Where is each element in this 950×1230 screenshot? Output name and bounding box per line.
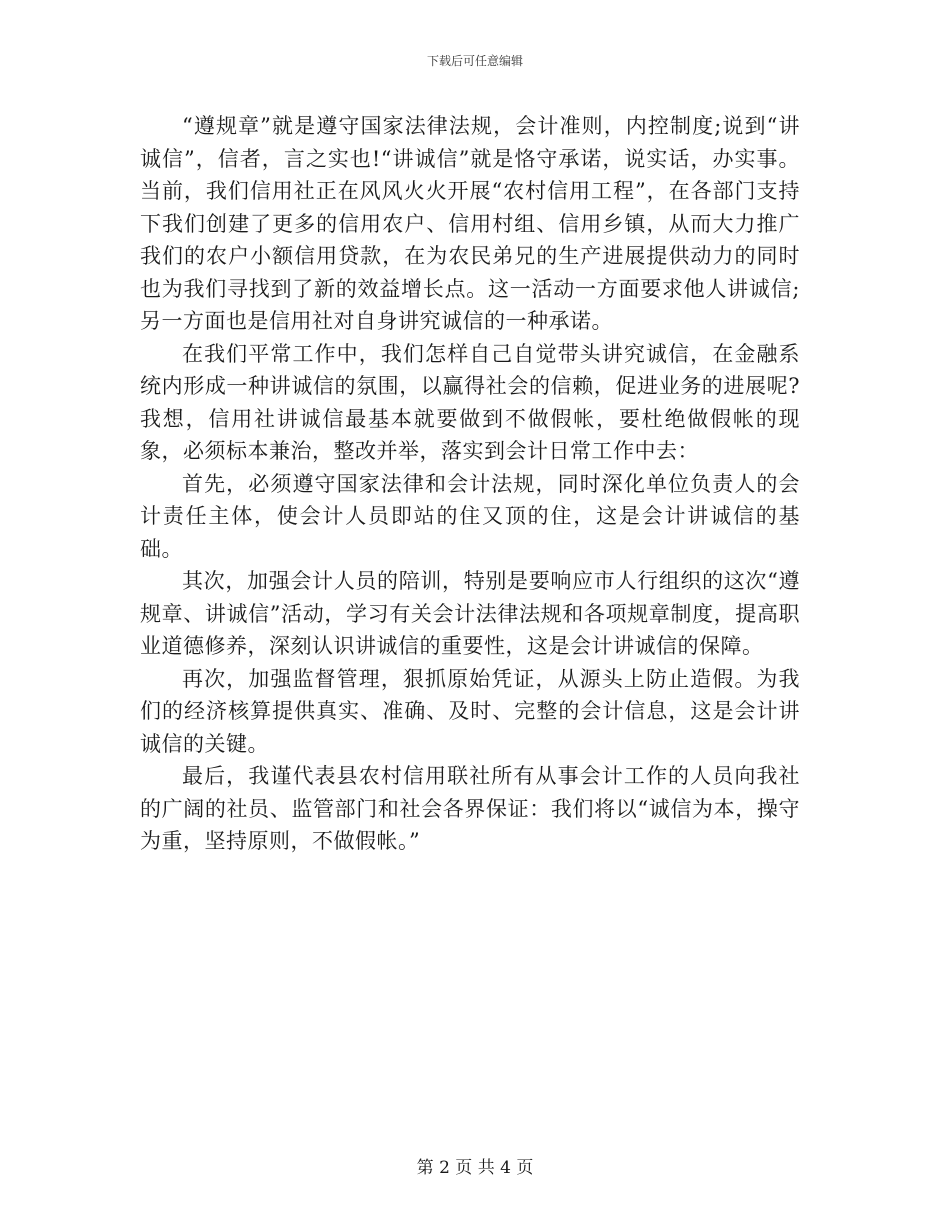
paragraph-1: “遵规章”就是遵守国家法律法规，会计准则，内控制度;说到“讲诚信”，信者，言之实也!“讲诚信”就是恪守承诺，说实话，办实事。当前，我们信用社正在风风火火开展“农村信用工程”，在各部门支持下我们创建了更多的信用农户、信用村组、信用乡镇，从而大力推广我们的农户小额信用贷款，在为农民弟兄的生产进展提供动力的同时也为我们寻找到了新的效益增长点。这一活动一方面要求他人讲诚信;另一方面也是信用社对自身讲究诚信的一种承诺。 xyxy=(140,114,800,333)
paragraph-6: 最后，我谨代表县农村信用联社所有从事会计工作的人员向我社的广阔的社员、监管部门和社会各界保证：我们将以“诚信为本，操守为重，坚持原则，不做假帐。” xyxy=(140,764,800,853)
paragraph-3: 首先，必须遵守国家法律和会计法规，同时深化单位负责人的会计责任主体，使会计人员即站的住又顶的住，这是会计讲诚信的基础。 xyxy=(140,471,800,561)
page-header-note: 下载后可任意编辑 xyxy=(426,54,523,68)
paragraph-5: 再次，加强监督管理，狠抓原始凭证，从源头上防止造假。为我们的经济核算提供真实、准确、及时、完整的会计信息，这是会计讲诚信的关键。 xyxy=(140,666,800,756)
paragraph-2: 在我们平常工作中，我们怎样自己自觉带头讲究诚信，在金融系统内形成一种讲诚信的氛围，以赢得社会的信赖，促进业务的进展呢?我想，信用社讲诚信最基本就要做到不做假帐，要杜绝做假帐的现象，必须标本兼治，整改并举，落实到会计日常工作中去： xyxy=(140,341,800,463)
page-number-footer: 第 2 页 共 4 页 xyxy=(416,1158,534,1178)
paragraph-4: 其次，加强会计人员的陪训，特别是要响应市人行组织的这次“遵规章、讲诚信”活动，学习有关会计法律法规和各项规章制度，提高职业道德修养，深刻认识讲诚信的重要性，这是会计讲诚信的保障。 xyxy=(140,569,800,658)
document-body xyxy=(140,110,800,858)
